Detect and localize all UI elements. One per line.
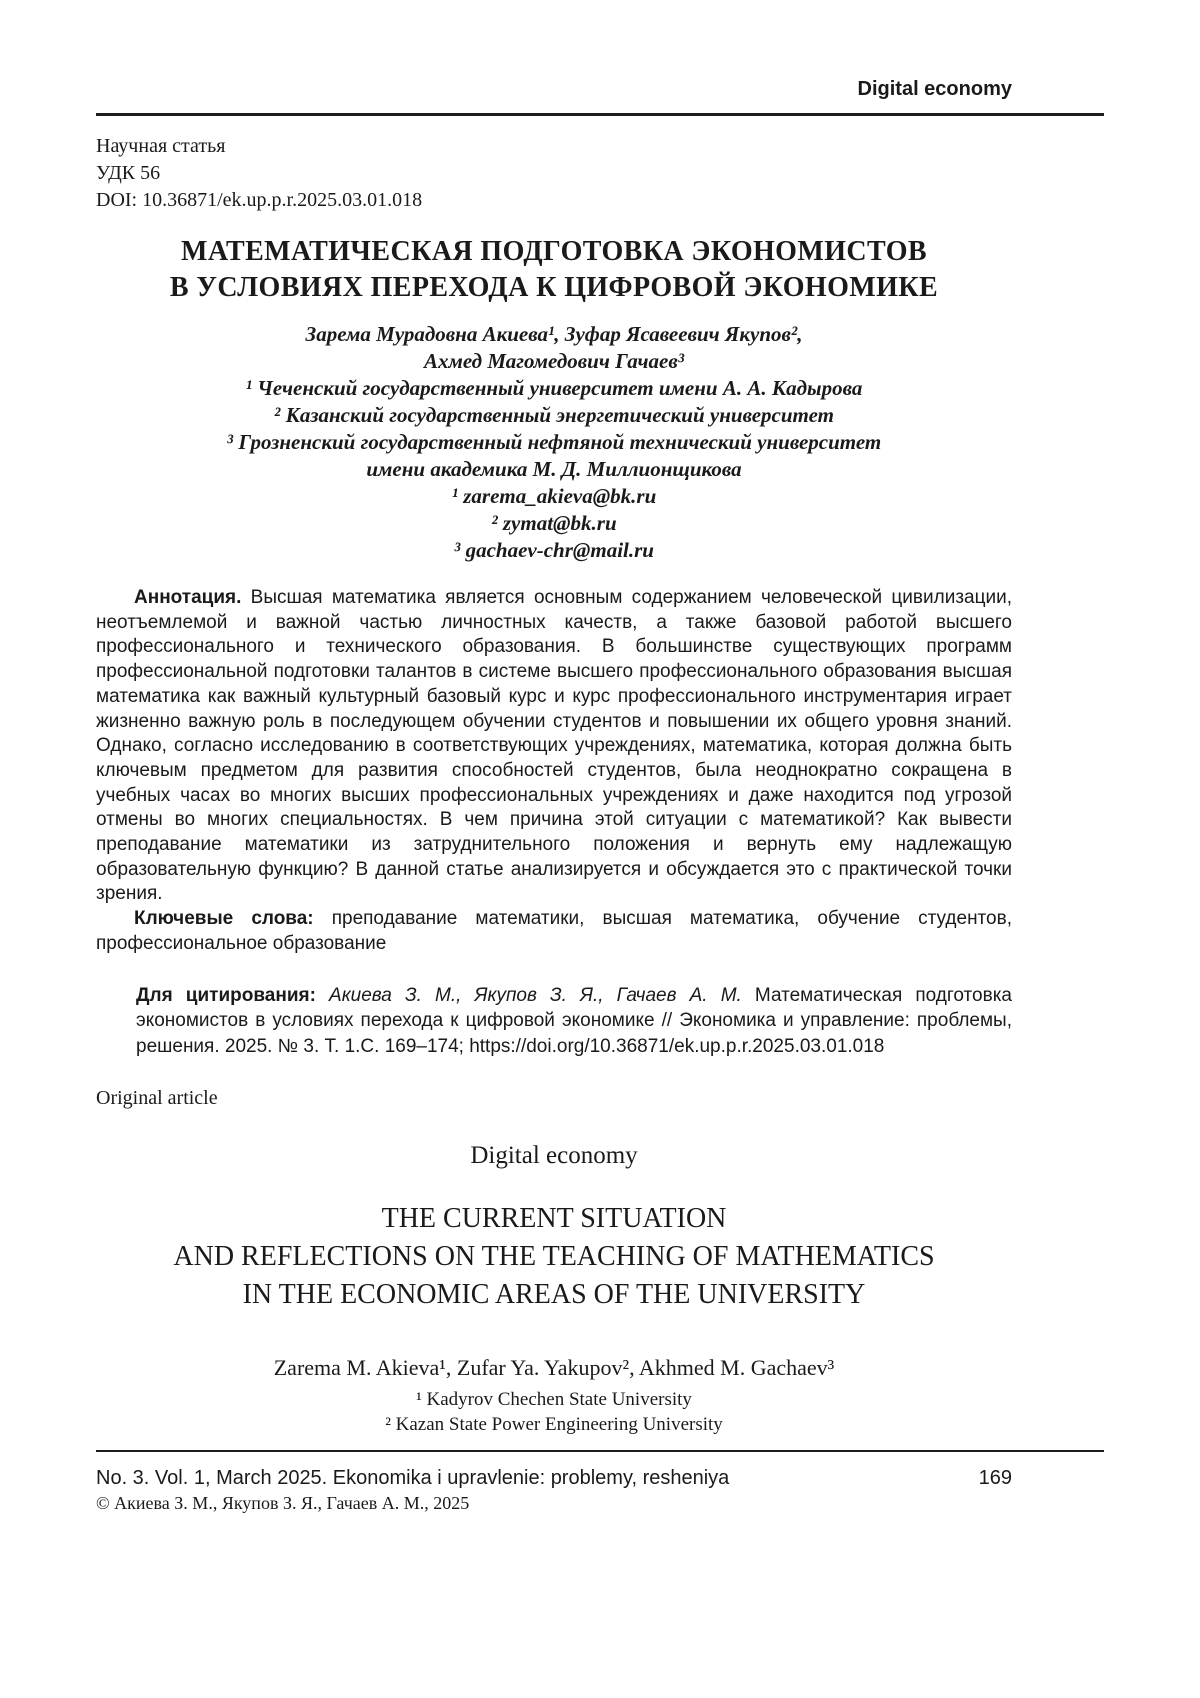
english-title-line-2: AND REFLECTIONS ON THE TEACHING OF MATHEMATICS — [173, 1241, 935, 1273]
citation-authors: Акиева З. М., Якупов З. Я., Гачаев А. М. — [329, 984, 742, 1006]
keywords-paragraph — [96, 907, 1012, 956]
english-section-heading: Digital economy — [470, 1142, 638, 1170]
english-authors: Zarema M. Akieva¹, Zufar Ya. Yakupov², Akhmed M. Gachaev³ — [273, 1355, 835, 1381]
copyright-line: © Акиева З. М., Якупов З. Я., Гачаев А. М., 2025 — [96, 1493, 470, 1514]
article-meta — [96, 133, 1012, 214]
udc-number: УДК 56 — [96, 162, 161, 184]
abstract-text: Высшая математика является основным содержанием человеческой цивилизации, неотъемлемой и важной частью личностных качеств, а также базовой работой высшего профессионального и технического образования. В большинстве существующих программ профессиональной подготовки талантов в системе высшего профессионального образования высшая математика как важный культурный базовый курс и курс профессионального инструментария играет жизненно важную роль в последующем обучении студентов и повышении их общего уровня знаний. Однако, согласно исследованию в соответствующих учреждениях, математика, которая должна быть ключевым предметом для развития способностей студентов, была неоднократно сокращена в учебных часах во многих высших профессиональных учреждениях и даже находится под угрозой отмены во многих специальностях. В чем причина этой ситуации с математикой? Как вывести преподавание математики из затруднительного положения и вернуть ему надлежащую образовательную функцию? В данной статье анализируется и обсуждается это с практической точки зрения. — [96, 587, 1012, 905]
affiliation-line: ¹ Чеченский государственный университет имени А. А. Кадырова — [245, 376, 863, 400]
russian-authors-block — [96, 321, 1012, 564]
footer-page-number: 169 — [978, 1467, 1012, 1489]
footer-row — [96, 1467, 1012, 1490]
english-title — [96, 1200, 1012, 1314]
running-head-section: Digital economy — [857, 78, 1012, 100]
author-email: ³ gachaev-chr@mail.ru — [454, 538, 654, 562]
keywords-text: преподавание математики, высшая математика, обучение студентов, профессиональное образование — [96, 908, 1012, 954]
english-title-line-3: IN THE ECONOMIC AREAS OF THE UNIVERSITY — [242, 1279, 866, 1311]
authors-line: Зарема Мурадовна Акиева¹, Зуфар Ясавеевич Якупов², — [305, 322, 803, 346]
footer-rule — [96, 1450, 1104, 1452]
doi-line: DOI: 10.36871/ek.up.p.r.2025.03.01.018 — [96, 189, 423, 211]
author-email: ² zymat@bk.ru — [491, 511, 617, 535]
russian-title-line-1: МАТЕМАТИЧЕСКАЯ ПОДГОТОВКА ЭКОНОМИСТОВ — [181, 236, 927, 267]
affiliation-line: имени академика М. Д. Миллионщикова — [366, 457, 742, 481]
affiliation-line: ² Kazan State Power Engineering University — [385, 1414, 723, 1436]
russian-title-line-2: В УСЛОВИЯХ ПЕРЕХОДА К ЦИФРОВОЙ ЭКОНОМИКЕ — [169, 272, 939, 303]
affiliation-line: ² Казанский государственный энергетический университет — [274, 403, 834, 427]
abstract-section — [96, 586, 1012, 957]
article-type-en: Original article — [96, 1087, 218, 1110]
affiliation-line: ¹ Kadyrov Chechen State University — [416, 1389, 692, 1411]
affiliation-line: ³ Грозненский государственный нефтяной технический университет — [226, 430, 882, 454]
authors-line: Ахмед Магомедович Гачаев³ — [423, 349, 685, 373]
citation-paragraph — [136, 983, 1012, 1060]
article-type-ru: Научная статья — [96, 135, 226, 157]
abstract-label: Аннотация. — [134, 587, 242, 608]
page-header — [96, 78, 1200, 116]
citation-text: Математическая подготовка экономистов в условиях перехода к цифровой экономике // Экономика и управление: проблемы, решения. 2025. № 3. Т. 1.С. 169–174; https://doi.org/10.36871/ek.up.p.r.2025.03.01.018 — [136, 984, 1012, 1057]
author-email: ¹ zarema_akieva@bk.ru — [451, 484, 657, 508]
english-affiliations — [96, 1387, 1012, 1437]
russian-title — [96, 234, 1012, 306]
keywords-label: Ключевые слова: — [134, 908, 314, 930]
citation-label: Для цитирования: — [136, 984, 316, 1006]
english-title-line-1: THE CURRENT SITUATION — [381, 1203, 727, 1235]
page-footer — [96, 1450, 1104, 1490]
header-rule — [96, 113, 1104, 116]
footer-journal-line: No. 3. Vol. 1, March 2025. Ekonomika i upravlenie: problemy, resheniya — [96, 1467, 730, 1489]
abstract-paragraph — [96, 586, 1012, 907]
